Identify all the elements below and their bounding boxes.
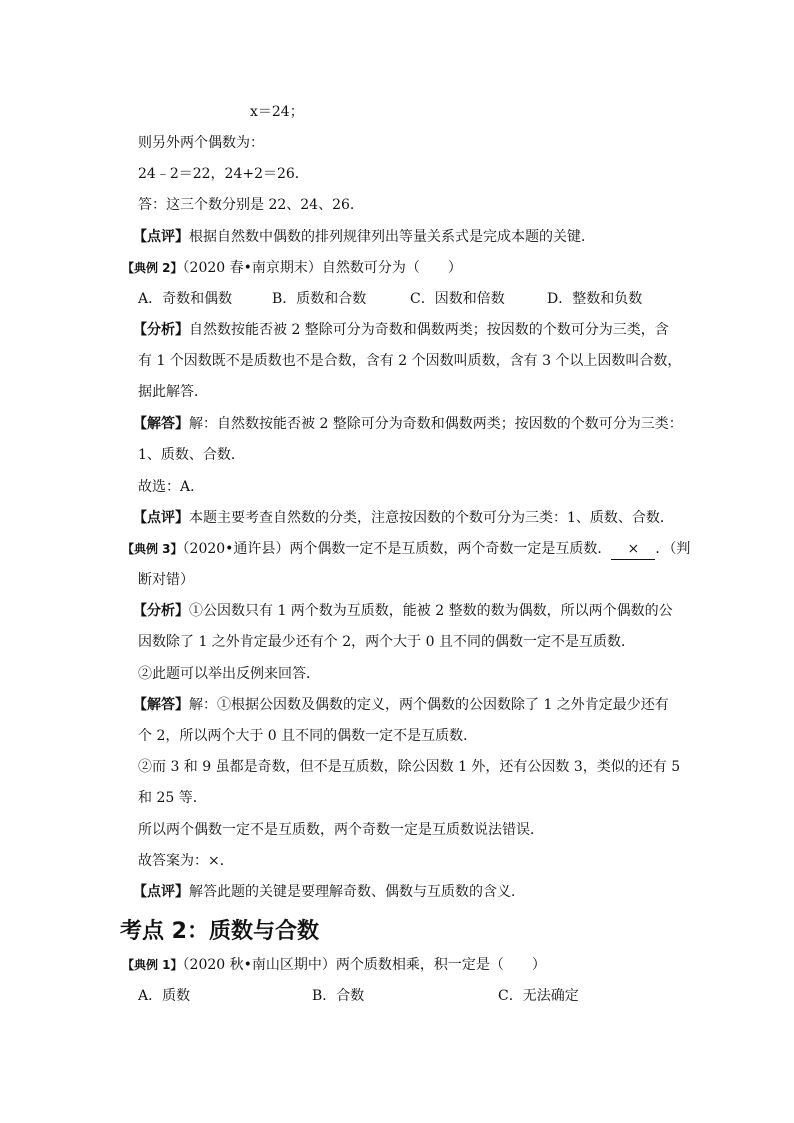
analysis-tag: 【分析】	[133, 322, 189, 338]
option-d: D．整数和负数	[547, 291, 643, 307]
option-a: A．质数	[138, 988, 191, 1004]
answer-line-2: 1、质数、合数．	[138, 447, 245, 463]
review-tag: 【点评】	[133, 884, 189, 900]
option-c: C．因数和倍数	[410, 291, 505, 307]
review-text: 根据自然数中偶数的排列规律列出等量关系式是完成本题的关键．	[189, 229, 595, 245]
option-a: A．奇数和偶数	[138, 291, 233, 307]
example-3-question	[122, 539, 690, 560]
question-line-2: 断对错）	[138, 572, 194, 588]
option-b: B．合数	[312, 988, 365, 1004]
answer-tag: 【解答】	[133, 697, 189, 713]
section-heading: 考点 2：质数与合数	[120, 919, 319, 944]
option-b: B．质数和合数	[272, 291, 367, 307]
analysis-line-1	[133, 601, 673, 621]
example-tag: 【典例 2】	[122, 261, 183, 275]
analysis-line-3: ②此题可以举出反例来回答．	[138, 666, 320, 682]
question-end: ．（判	[655, 541, 691, 557]
analysis-line-1	[133, 320, 669, 340]
review-line	[133, 882, 525, 902]
analysis-text: ①公因数只有 1 两个数为互质数，能被 2 整数的数为偶数，所以两个偶数的公	[189, 603, 673, 619]
option-c: C．无法确定	[498, 988, 579, 1004]
analysis-line-2: 有 1 个因数既不是质数也不是合数，含有 2 个因数叫质数，含有 3 个以上因数叫合数，	[138, 353, 682, 369]
solution-line-2: 24﹣2＝22，24+2＝26．	[138, 166, 309, 182]
choice-line: 故选：A．	[138, 479, 205, 495]
answer-line: 答：这三个数分别是 22、24、26．	[138, 197, 364, 213]
example-2-question	[122, 258, 462, 278]
review-tag: 【点评】	[133, 229, 189, 245]
review-text: 解答此题的关键是要理解奇数、偶数与互质数的含义．	[189, 884, 525, 900]
answer-text: 解：①根据公因数及偶数的定义，两个偶数的公因数除了 1 之外肯定最少还有	[189, 697, 669, 713]
example-tag: 【典例 3】	[122, 542, 183, 556]
analysis-line-2: 因数除了 1 之外肯定最少还有个 2，两个大于 0 且不同的偶数一定不是互质数．	[138, 634, 635, 650]
question-text: （2020 秋•南山区期中）两个质数相乘，积一定是（ ）	[182, 957, 546, 973]
answer-blank: ×	[611, 539, 655, 560]
analysis-text: 自然数按能否被 2 整除可分为奇数和偶数两类；按因数的个数可分为三类，含	[189, 322, 669, 338]
review-line	[133, 508, 674, 528]
question-text: （2020 春•南京期末）自然数可分为（ ）	[182, 260, 462, 276]
analysis-line-3: 据此解答．	[138, 384, 208, 400]
review-tag: 【点评】	[133, 510, 189, 526]
answer-line-6: 故答案为：×．	[138, 853, 234, 869]
answer-line-1	[133, 695, 669, 715]
equation: x＝24；	[250, 104, 304, 120]
answer-tag: 【解答】	[133, 416, 189, 432]
answer-text: 解：自然数按能否被 2 整除可分为奇数和偶数两类；按因数的个数可分为三类：	[189, 416, 683, 432]
answer-line-2: 个 2，所以两个大于 0 且不同的偶数一定不是互质数．	[138, 728, 478, 744]
review-text: 本题主要考查自然数的分类，注意按因数的个数可分为三类：1、质数、合数．	[189, 510, 674, 526]
answer-line-1	[133, 414, 683, 434]
review-line	[133, 227, 595, 247]
question-text: （2020•通许县）两个偶数一定不是互质数，两个奇数一定是互质数．	[182, 541, 612, 557]
analysis-tag: 【分析】	[133, 603, 189, 619]
example-4-question	[122, 955, 546, 975]
answer-line-3: ②而 3 和 9 虽都是奇数，但不是互质数，除公因数 1 外，还有公因数 3，类似的还有 5	[138, 759, 681, 775]
answer-line-4: 和 25 等．	[138, 790, 207, 806]
example-tag: 【典例 1】	[122, 958, 183, 972]
solution-line-1: 则另外两个偶数为：	[138, 135, 264, 151]
answer-line-5: 所以两个偶数一定不是互质数，两个奇数一定是互质数说法错误．	[138, 822, 544, 838]
